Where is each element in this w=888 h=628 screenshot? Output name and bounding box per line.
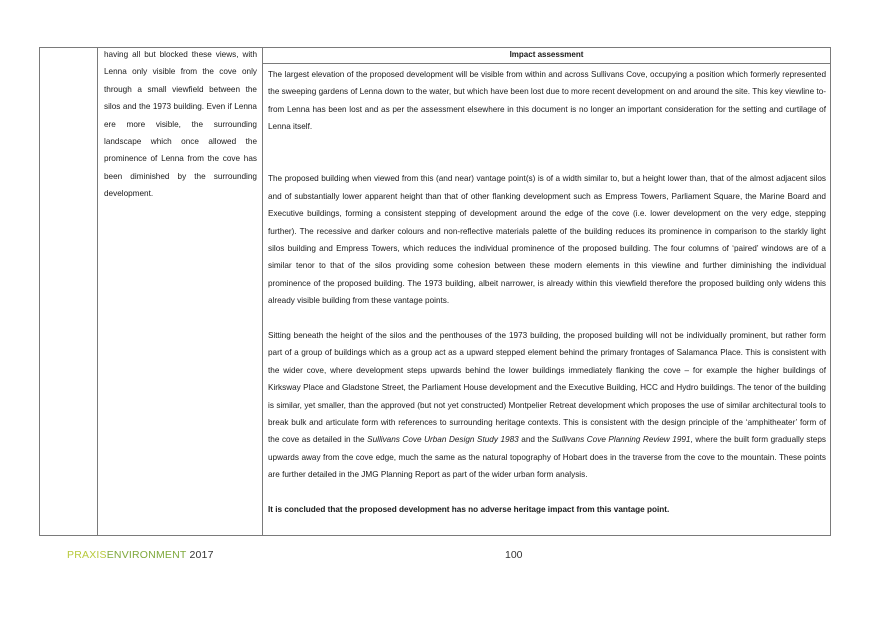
assessment-paragraph-3-part-c: , where the built form gradually steps upwards away from the cove edge, much the same as the natural topography of Hobart does in the traverse from the cove to the mountain. These points are further detailed in the JMG Planning Report as part of the wider urban form analysis. [268,435,826,480]
table-column-description [98,48,263,535]
footer-brand-praxis: PRAXIS [67,549,107,561]
footer-brand-environment: ENVIRONMENT [106,549,187,561]
assessment-table [39,47,831,536]
assessment-paragraph-3-part-b: and the [518,435,552,445]
assessment-paragraph-2: The proposed building when viewed from this (and near) vantage point(s) is of a width similar to, but a height lower than, that of the almost adjacent silos and of substantially lower apparent height than that of other flanking development such as Empress Towers, Parliament Square, the Marine Board and Executive buildings, forming a consistent stepping of development around the edge of the cove (i.e. lower development on the very edge, stepping further). The recessive and darker colours and non-reflective materials palette of the building reduces its prominence in comparison to the starkly light silos building and Empress Towers, which reduces the individual prominence of the proposed building. The four columns of ‘paired’ windows are of a similar tenor to that of the silos providing some cohesion between these modern elements in this viewline and further diminishing the individual prominence of the proposed building. The 1973 building, albeit narrower, is already within this viewfield therefore the proposed building only widens this already visible building from these vantage points. [268,174,826,306]
assessment-paragraph-1: The largest elevation of the proposed development will be visible from within and across Sullivans Cove, occupying a position which formerly represented the sweeping gardens of Lenna down to the water, but which have been lost due to more recent development on and around the site. This key viewline to-from Lenna has been lost and as per the assessment elsewhere in this document is no longer an important consideration for the setting and curtilage of Lenna itself. [268,70,826,132]
table-column-assessment [263,48,830,535]
assessment-conclusion: It is concluded that the proposed development has no adverse heritage impact from this vantage point. [268,505,670,515]
impact-assessment-heading: Impact assessment [263,48,830,64]
assessment-paragraph-3 [268,327,826,484]
reference-urban-design-study: Sullivans Cove Urban Design Study 1983 [367,435,519,445]
assessment-body [268,66,826,519]
page-number: 100 [505,549,523,561]
table-column-blank [40,48,98,535]
footer-year: 2017 [186,549,214,561]
assessment-paragraph-3-part-a: Sitting beneath the height of the silos and the penthouses of the 1973 building, the proposed building will not be individually prominent, but rather form part of a group of buildings which as a group act as a upward stepped element behind the primary frontages of Salamanca Place. This is consistent with the wider cove, where development steps upwards behind the lower buildings immediately flanking the cove – for example the higher buildings of Kirksway Place and Gladstone Street, the Parliament House development and the Executive Building, HCC and Hydro buildings. The tenor of the building is similar, yet smaller, than the approved (but not yet constructed) Montpelier Retreat development which proposes the use of similar architectural tools to break bulk and articulate form with references to surrounding heritage contexts. This is consistent with the design principle of the ‘amphitheater’ form of the cove as detailed in the [268,331,826,445]
description-text: having all but blocked these views, with Lenna only visible from the cove only through a small viewfield between the silos and the 1973 building. Even if Lenna ere more visible, the surrounding landscape which once allowed the prominence of Lenna from the cove has been diminished by the surrounding development. [104,50,257,199]
footer-brand [67,549,214,561]
reference-planning-review: Sullivans Cove Planning Review 1991 [551,435,691,445]
